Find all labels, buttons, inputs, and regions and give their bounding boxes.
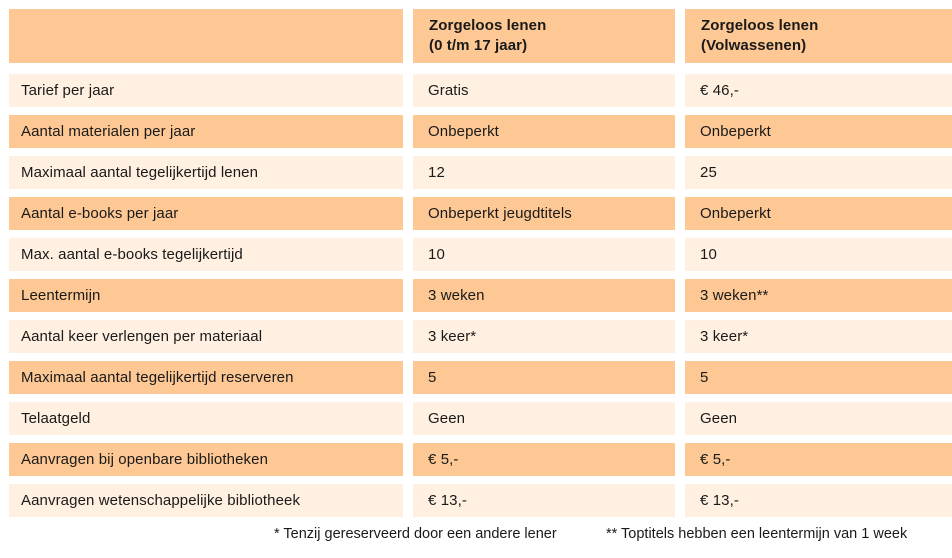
row-adult-value: 5	[685, 361, 952, 394]
row-label: Aanvragen bij openbare bibliotheken	[9, 443, 403, 476]
row-youth-value: € 13,-	[413, 484, 675, 517]
row-youth-value: Gratis	[413, 74, 675, 107]
row-youth-value: 10	[413, 238, 675, 271]
row-adult-value: 25	[685, 156, 952, 189]
row-adult-value: € 46,-	[685, 74, 952, 107]
membership-comparison-table	[9, 9, 952, 525]
row-adult-value: Onbeperkt	[685, 197, 952, 230]
footnote-single-asterisk: * Tenzij gereserveerd door een andere lener	[274, 526, 557, 542]
row-label: Telaatgeld	[9, 402, 403, 435]
row-youth-value: Onbeperkt jeugdtitels	[413, 197, 675, 230]
row-label: Max. aantal e-books tegelijkertijd	[9, 238, 403, 271]
header-youth-subtitle: (0 t/m 17 jaar)	[429, 37, 528, 54]
row-adult-value: Geen	[685, 402, 952, 435]
row-label: Aanvragen wetenschappelijke bibliotheek	[9, 484, 403, 517]
row-label: Maximaal aantal tegelijkertijd lenen	[9, 156, 403, 189]
row-adult-value: € 5,-	[685, 443, 952, 476]
header-adult-title: Zorgeloos lenen	[701, 17, 819, 34]
row-youth-value: Onbeperkt	[413, 115, 675, 148]
row-label: Leentermijn	[9, 279, 403, 312]
row-youth-value: € 5,-	[413, 443, 675, 476]
row-label: Tarief per jaar	[9, 74, 403, 107]
row-adult-value: 3 keer*	[685, 320, 952, 353]
row-adult-value: € 13,-	[685, 484, 952, 517]
row-label: Aantal materialen per jaar	[9, 115, 403, 148]
row-youth-value: Geen	[413, 402, 675, 435]
footnotes	[0, 526, 952, 546]
row-label: Aantal e-books per jaar	[9, 197, 403, 230]
row-youth-value: 3 weken	[413, 279, 675, 312]
row-adult-value: Onbeperkt	[685, 115, 952, 148]
header-cell-adult	[685, 9, 952, 63]
header-cell-youth	[413, 9, 675, 63]
row-youth-value: 3 keer*	[413, 320, 675, 353]
header-youth-title: Zorgeloos lenen	[429, 17, 547, 34]
header-cell-empty	[9, 9, 403, 63]
row-youth-value: 12	[413, 156, 675, 189]
row-youth-value: 5	[413, 361, 675, 394]
row-label: Aantal keer verlengen per materiaal	[9, 320, 403, 353]
header-adult-subtitle: (Volwassenen)	[701, 37, 807, 54]
row-adult-value: 3 weken**	[685, 279, 952, 312]
row-adult-value: 10	[685, 238, 952, 271]
row-label: Maximaal aantal tegelijkertijd reserveren	[9, 361, 403, 394]
footnote-double-asterisk: ** Toptitels hebben een leentermijn van 1 week	[606, 526, 908, 542]
